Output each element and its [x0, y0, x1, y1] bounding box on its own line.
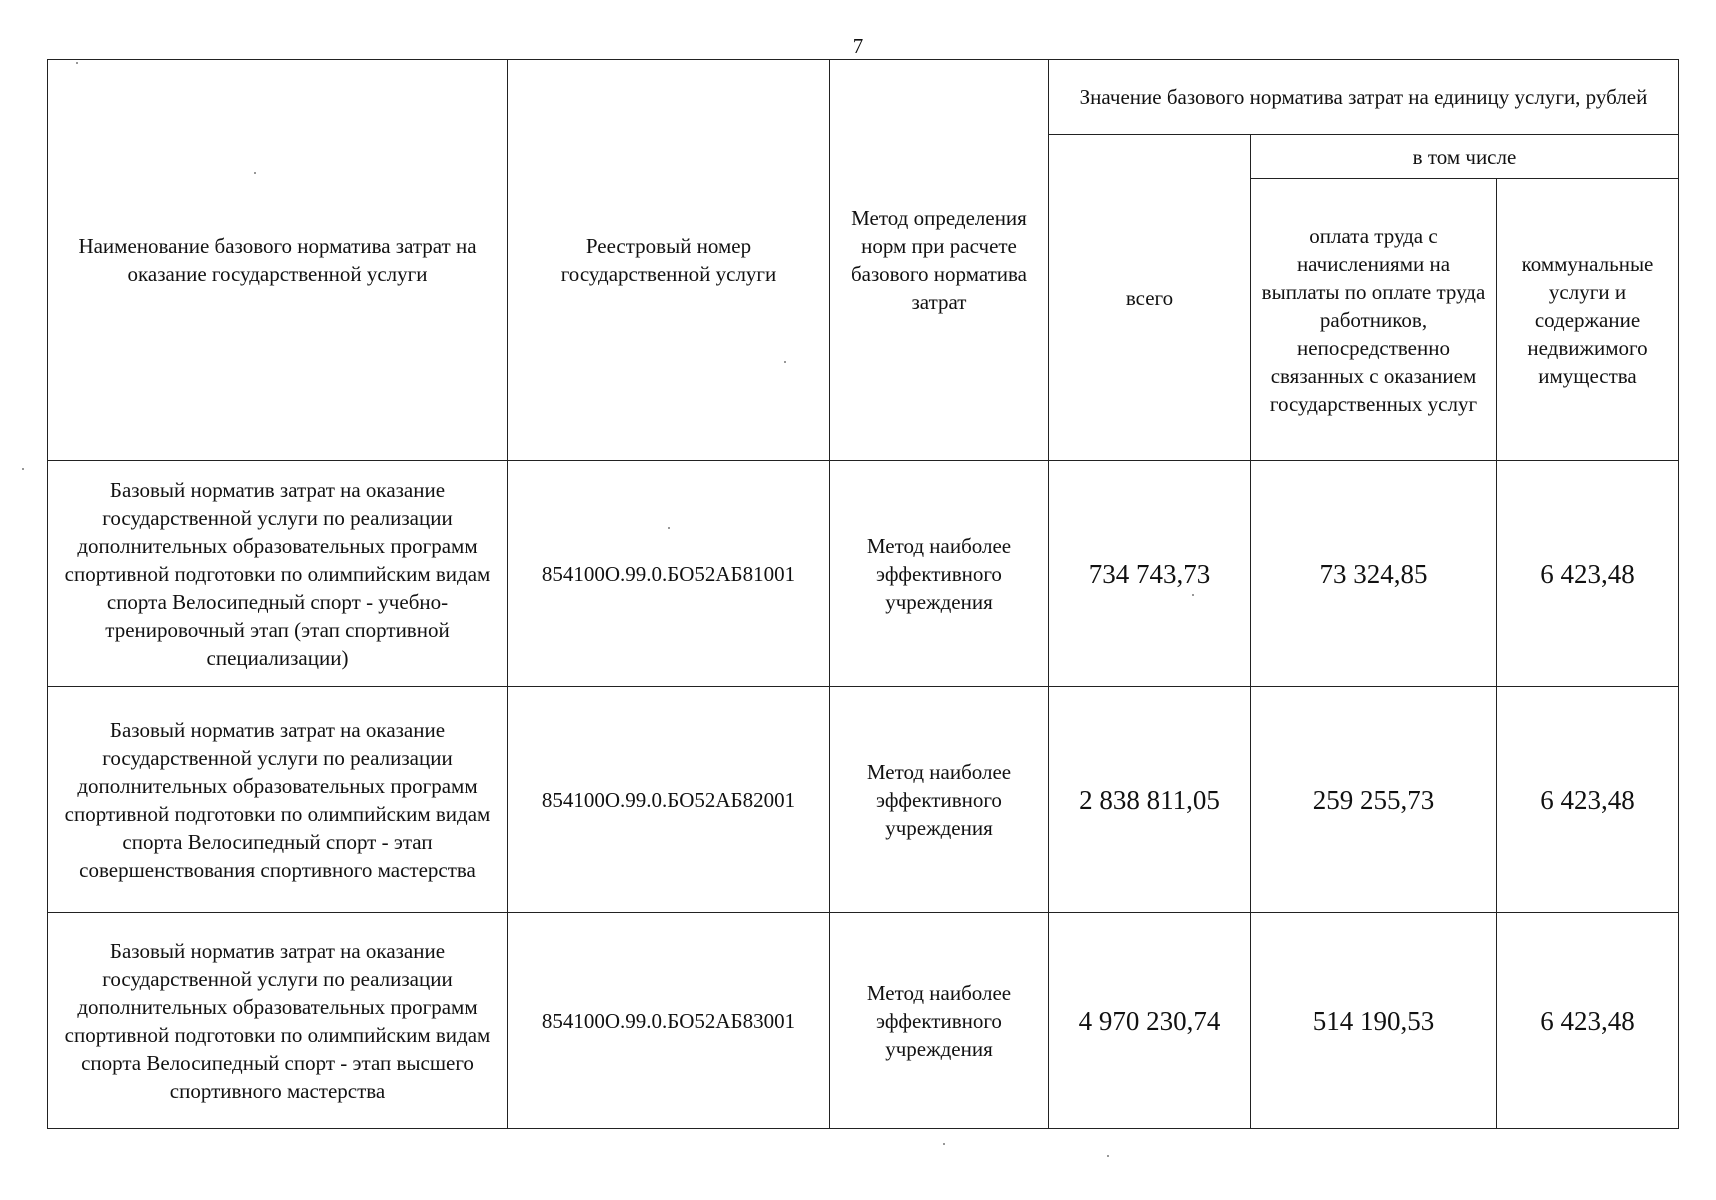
- cell-method: Метод наиболее эффективного учреждения: [830, 461, 1049, 687]
- scan-speck: [1192, 594, 1194, 596]
- cell-name: Базовый норматив затрат на оказание государственной услуги по реализации дополнительных образовательных программ спортивной подготовки по олимпийским видам спорта Велосипедный спорт - этап высшего спортивного мастерства: [48, 913, 508, 1129]
- cell-name: Базовый норматив затрат на оказание государственной услуги по реализации дополнительных образовательных программ спортивной подготовки по олимпийским видам спорта Велосипедный спорт - этап совершенствования спортивного мастерства: [48, 687, 508, 913]
- cell-utilities: 6 423,48: [1497, 913, 1679, 1129]
- header-registry-number: Реестровый номер государственной услуги: [508, 60, 830, 461]
- scan-speck: [76, 62, 78, 64]
- scan-speck: [254, 172, 256, 174]
- cell-registry-number: 854100О.99.0.БО52АБ81001: [508, 461, 830, 687]
- cell-utilities: 6 423,48: [1497, 461, 1679, 687]
- page-number: 7: [852, 34, 864, 58]
- table-row: [48, 913, 1679, 1129]
- cell-total: 4 970 230,74: [1049, 913, 1251, 1129]
- header-including: в том числе: [1251, 135, 1679, 179]
- scan-speck: [668, 527, 670, 529]
- cell-method: Метод наиболее эффективного учреждения: [830, 687, 1049, 913]
- header-name: Наименование базового норматива затрат на оказание государственной услуги: [48, 60, 508, 461]
- cost-norms-table: [47, 59, 1679, 1129]
- cell-total: 2 838 811,05: [1049, 687, 1251, 913]
- scan-speck: [22, 468, 24, 470]
- header-value-group: Значение базового норматива затрат на единицу услуги, рублей: [1049, 60, 1679, 135]
- scan-speck: [943, 1143, 945, 1145]
- table-row: [48, 461, 1679, 687]
- cell-labor: 259 255,73: [1251, 687, 1497, 913]
- table-row: [48, 687, 1679, 913]
- cell-registry-number: 854100О.99.0.БО52АБ83001: [508, 913, 830, 1129]
- cell-method: Метод наиболее эффективного учреждения: [830, 913, 1049, 1129]
- header-labor: оплата труда с начислениями на выплаты по оплате труда работников, непосредственно связанных с оказанием государственных услуг: [1251, 179, 1497, 461]
- header-row-1: [48, 60, 1679, 135]
- cell-name: Базовый норматив затрат на оказание государственной услуги по реализации дополнительных образовательных программ спортивной подготовки по олимпийским видам спорта Велосипедный спорт - учебно-тренировочный этап (этап спортивной специализации): [48, 461, 508, 687]
- cell-total: 734 743,73: [1049, 461, 1251, 687]
- header-method: Метод определения норм при расчете базового норматива затрат: [830, 60, 1049, 461]
- cell-utilities: 6 423,48: [1497, 687, 1679, 913]
- cell-labor: 514 190,53: [1251, 913, 1497, 1129]
- cell-labor: 73 324,85: [1251, 461, 1497, 687]
- header-utilities: коммунальные услуги и содержание недвижимого имущества: [1497, 179, 1679, 461]
- header-total: всего: [1049, 135, 1251, 461]
- cell-registry-number: 854100О.99.0.БО52АБ82001: [508, 687, 830, 913]
- scan-speck: [1107, 1155, 1109, 1157]
- scan-speck: [784, 361, 786, 363]
